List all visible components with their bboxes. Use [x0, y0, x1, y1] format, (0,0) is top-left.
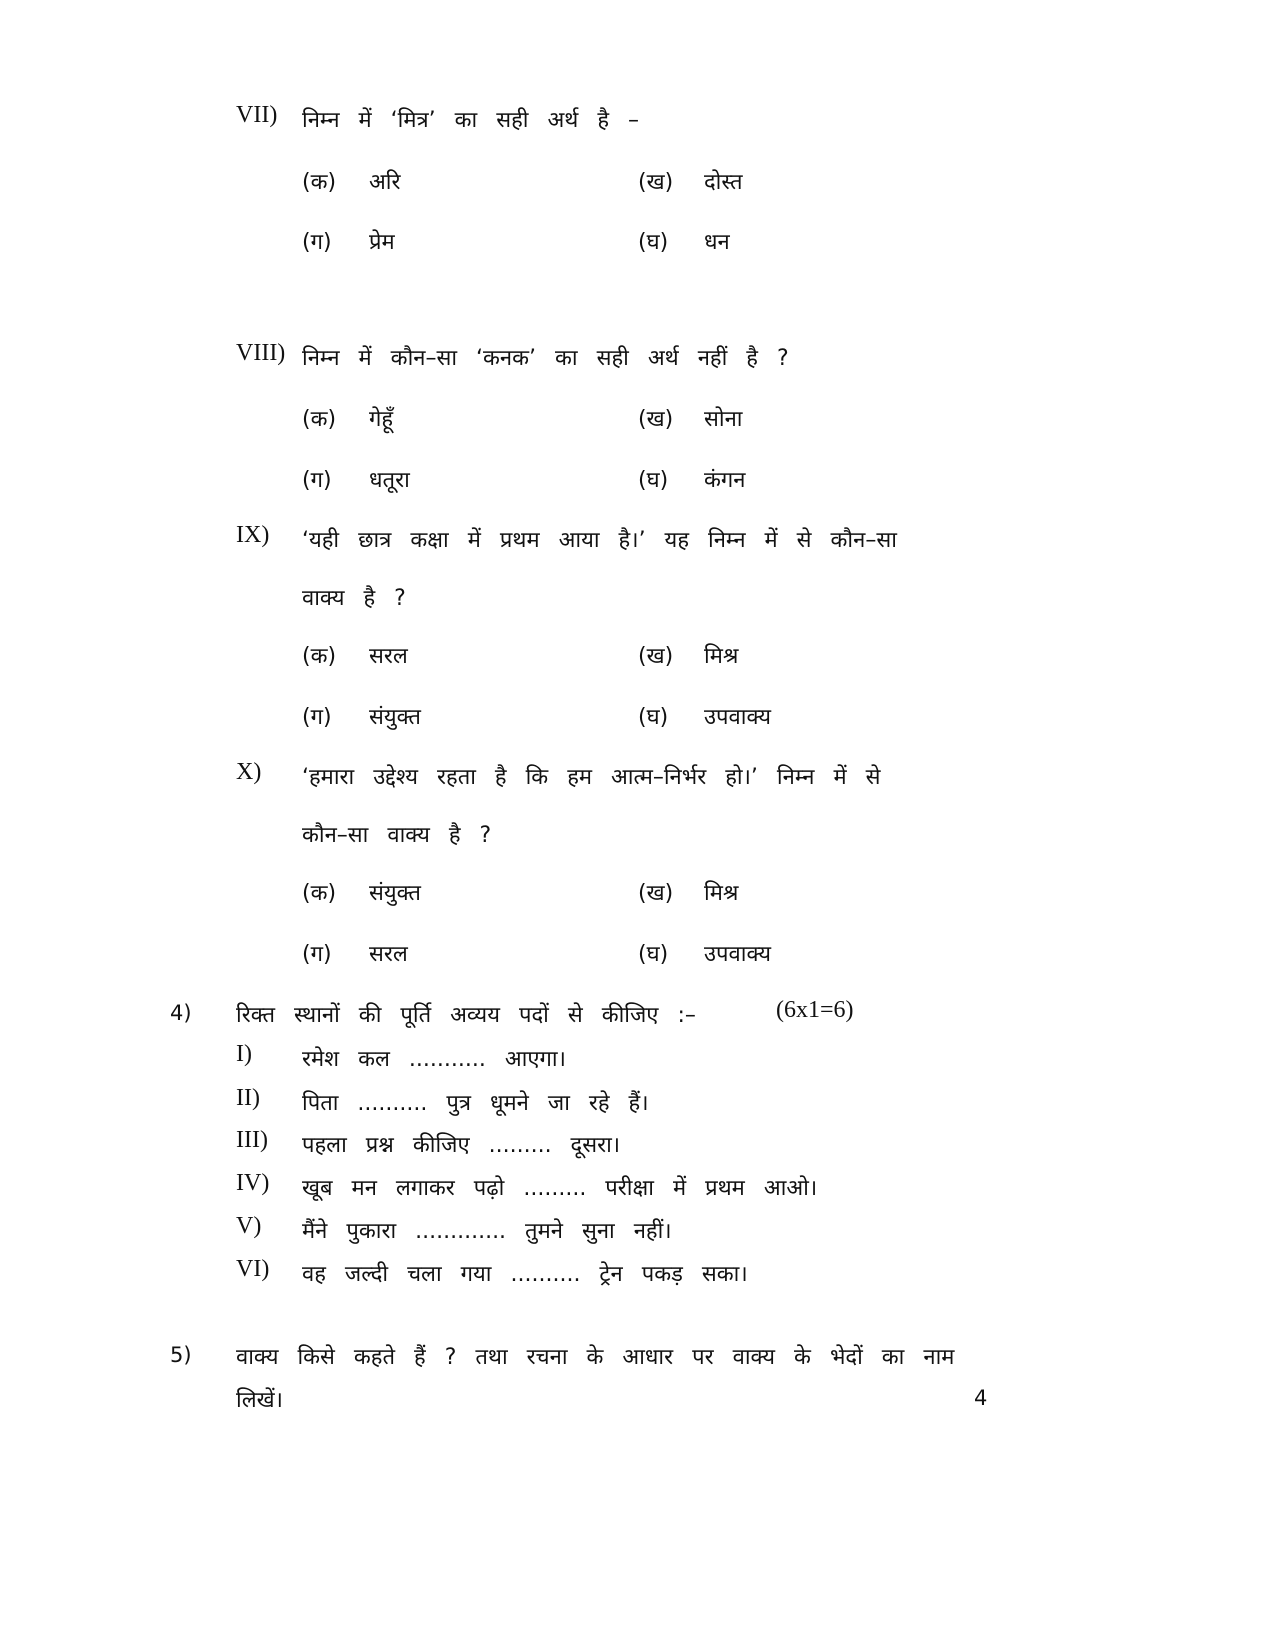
option-text: धन [704, 230, 730, 255]
option-label: (घ) [638, 230, 669, 255]
option-text: दोस्त [704, 170, 743, 195]
item-number: V) [236, 1213, 262, 1239]
option-text: संयुक्त [369, 705, 421, 730]
option-label: (क) [302, 881, 337, 906]
question-number: VII) [236, 102, 278, 128]
option-text: कंगन [704, 468, 746, 493]
option-text: प्रेम [369, 230, 395, 255]
option-text: अरि [369, 170, 401, 195]
option-text: संयुक्त [369, 881, 421, 906]
fill-blank-item: पहला प्रश्न कीजिए ......... दूसरा। [302, 1133, 621, 1158]
question-text: निम्न में कौन–सा ‘कनक’ का सही अर्थ नहीं है ? [302, 346, 789, 371]
option-text: सरल [369, 644, 408, 669]
option-label: (ग) [302, 705, 332, 730]
item-number: IV) [236, 1170, 270, 1196]
question-text-continued: लिखें। [236, 1388, 283, 1413]
option-label: (ख) [638, 170, 674, 195]
option-label: (क) [302, 407, 337, 432]
option-label: (ख) [638, 644, 674, 669]
option-label: (ख) [638, 881, 674, 906]
question-number: VIII) [236, 340, 286, 366]
item-number: III) [236, 1127, 268, 1153]
fill-blank-item: पिता .......... पुत्र धूमने जा रहे हैं। [302, 1091, 649, 1116]
question-text: वाक्य किसे कहते हैं ? तथा रचना के आधार पर वाक्य के भेदों का नाम [236, 1345, 955, 1370]
question-text: रिक्त स्थानों की पूर्ति अव्यय पदों से कीजिए :– [236, 1003, 696, 1028]
question-text: ‘हमारा उद्देश्य रहता है कि हम आत्म–निर्भर हो।’ निम्न में से [302, 765, 881, 790]
question-number: 5) [170, 1343, 192, 1367]
fill-blank-item: रमेश कल ........... आएगा। [302, 1047, 566, 1072]
option-text: सरल [369, 942, 408, 967]
fill-blank-item: वह जल्दी चला गया .......... ट्रेन पकड़ सका। [302, 1262, 748, 1287]
fill-blank-item: मैंने पुकारा ............. तुमने सुना नहीं। [302, 1219, 672, 1244]
option-label: (क) [302, 644, 337, 669]
marks: 4 [974, 1386, 988, 1410]
item-number: II) [236, 1085, 260, 1111]
option-label: (घ) [638, 942, 669, 967]
item-number: I) [236, 1041, 252, 1067]
option-text: मिश्र [704, 881, 739, 906]
option-label: (ख) [638, 407, 674, 432]
item-number: VI) [236, 1256, 270, 1282]
option-label: (घ) [638, 705, 669, 730]
question-text: ‘यही छात्र कक्षा में प्रथम आया है।’ यह निम्न में से कौन–सा [302, 528, 897, 553]
fill-blank-item: खूब मन लगाकर पढ़ो ......... परीक्षा में प्रथम आओ। [302, 1176, 818, 1201]
question-number: IX) [236, 522, 270, 548]
option-text: सोना [704, 407, 743, 432]
question-text-continued: कौन–सा वाक्य है ? [302, 823, 492, 848]
option-text: उपवाक्य [704, 705, 772, 730]
question-number: 4) [170, 1001, 192, 1025]
option-text: उपवाक्य [704, 942, 772, 967]
question-number: X) [236, 759, 262, 785]
question-text-continued: वाक्य है ? [302, 586, 406, 611]
option-text: गेहूँ [369, 407, 394, 432]
marks: (6x1=6) [776, 997, 854, 1023]
option-label: (ग) [302, 230, 332, 255]
option-label: (ग) [302, 468, 332, 493]
option-label: (ग) [302, 942, 332, 967]
option-label: (घ) [638, 468, 669, 493]
option-text: मिश्र [704, 644, 739, 669]
option-label: (क) [302, 170, 337, 195]
option-text: धतूरा [369, 468, 410, 493]
question-text: निम्न में ‘मित्र’ का सही अर्थ है – [302, 108, 640, 133]
